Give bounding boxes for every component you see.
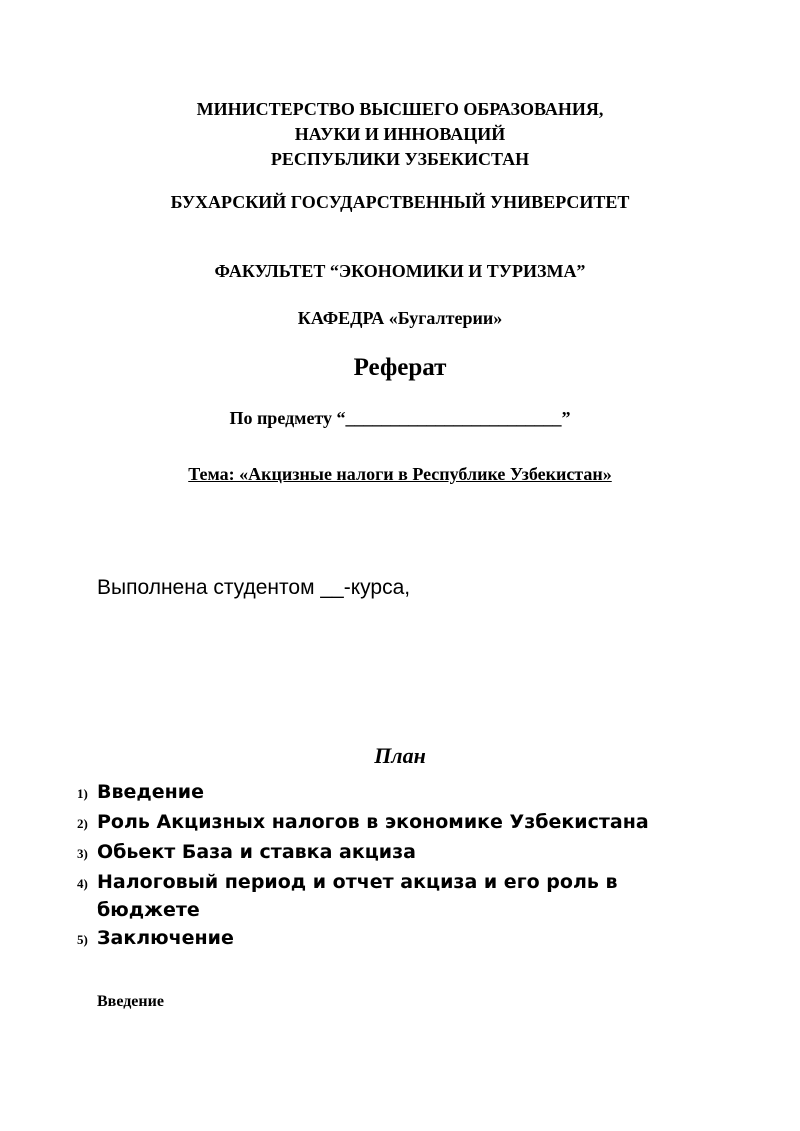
plan-item-text: Введение [97,781,204,803]
plan-item-number: 4) [77,876,88,891]
subject-line: По предмету “________________________” [229,408,571,428]
plan-item [77,924,697,954]
plan-item-text: Обьект База и ставка акциза [97,841,416,863]
plan-item [77,808,697,838]
plan-item-number: 5) [77,932,88,947]
ministry-line-3: РЕСПУБЛИКИ УЗБЕКИСТАН [270,149,530,169]
ministry-line-2: НАУКИ И ИННОВАЦИЙ [294,124,506,144]
faculty-name: ФАКУЛЬТЕТ “ЭКОНОМИКИ И ТУРИЗМА” [214,261,586,281]
department-name: КАФЕДРА «Бугалтерии» [297,308,503,328]
plan-item [77,868,697,924]
plan-item-number: 3) [77,846,88,861]
ministry-line-1: МИНИСТЕРСТВО ВЫСШЕГО ОБРАЗОВАНИЯ, [196,99,604,119]
plan-list [77,778,697,954]
plan-item-text: Налоговый период и отчет акциза и его роль в бюджете [97,871,618,921]
university-name: БУХАРСКИЙ ГОСУДАРСТВЕННЫЙ УНИВЕРСИТЕТ [170,192,630,212]
plan-item-number: 2) [77,816,88,831]
performed-by-line: Выполнена студентом __-курса, [97,576,411,599]
ministry-header [0,97,800,172]
document-type-title: Реферат [353,354,447,381]
plan-item-text: Роль Акцизных налогов в экономике Узбекистана [97,811,649,833]
plan-item-number: 1) [77,786,88,801]
introduction-heading: Введение [97,993,164,1010]
plan-item [77,838,697,868]
topic-line: Тема: «Акцизные налоги в Республике Узбекистан» [188,464,612,484]
plan-item-text: Заключение [97,927,234,949]
plan-item [77,778,697,808]
plan-title: План [374,743,426,768]
